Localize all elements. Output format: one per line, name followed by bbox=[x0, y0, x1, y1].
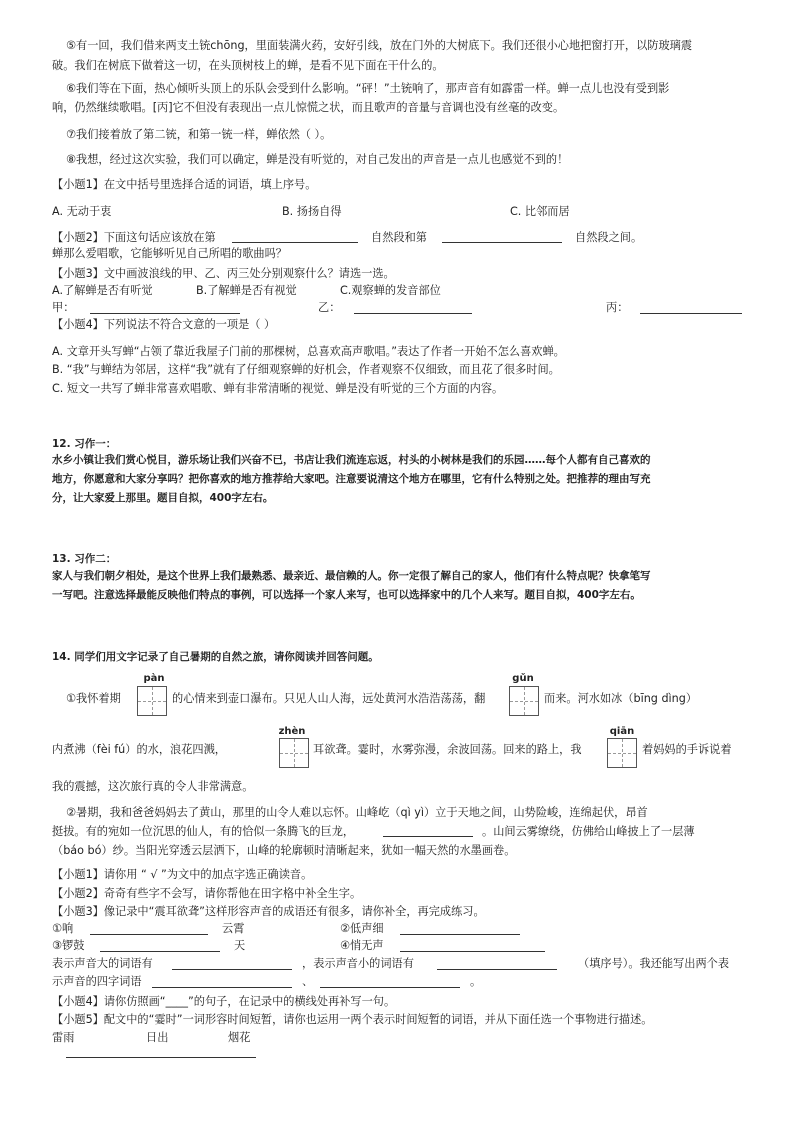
tianzige-box-qian[interactable] bbox=[607, 738, 637, 768]
record-1-line-2c: 着妈妈的手诉说着 bbox=[642, 743, 732, 756]
passage-paragraph-6-cont: 响，仍然继续歌唱。[丙]它不但没有表现出一点儿惊慌之状，而且歌声的音量与音调也没有丝毫的改变。 bbox=[52, 101, 565, 114]
q2-blank-2[interactable] bbox=[442, 242, 562, 243]
loud-words-blank[interactable] bbox=[172, 969, 292, 970]
tianzige-box-gun[interactable] bbox=[509, 686, 539, 716]
four-char-sep: 、 bbox=[302, 975, 314, 988]
q14-sub-2: 【小题2】奇奇有些字不会写，请你帮他在田字格中补全生字。 bbox=[52, 887, 362, 900]
four-char-blank-2[interactable] bbox=[320, 987, 460, 988]
question-2-stem: 【小题2】下面这句话应该放在第 bbox=[52, 231, 216, 244]
pinyin-zhen: zhèn bbox=[278, 726, 306, 737]
q3-label-yi: 乙： bbox=[318, 301, 341, 314]
quiet-words-label: ，表示声音小的词语有 bbox=[302, 957, 414, 970]
passage-paragraph-7: ⑦我们接着放了第二铳，和第一铳一样，蝉依然（ ）。 bbox=[66, 128, 332, 141]
q3-option-c: C.观察蝉的发音部位 bbox=[340, 284, 441, 297]
idiom-3-start: ③锣鼓 bbox=[52, 939, 85, 952]
record-1-line-2a: 内煮沸（fèi fú）的水，浪花四溅， bbox=[52, 743, 226, 756]
record-2-line-1: ②暑期，我和爸爸妈妈去了黄山，那里的山令人难以忘怀。山峰屹（qì yì）立于天地之间，山势险峻，连绵起伏，昂首 bbox=[66, 806, 648, 819]
q1-option-a: A. 无动于衷 bbox=[52, 205, 112, 218]
four-char-label: 示声音的四字词语 bbox=[52, 975, 142, 988]
topic-sunrise: 日出 bbox=[146, 1031, 169, 1044]
q3-option-b: B.了解蝉是否有视觉 bbox=[196, 284, 297, 297]
four-char-end: 。 bbox=[470, 975, 482, 988]
topic-fireworks: 烟花 bbox=[228, 1031, 251, 1044]
record-1-line-2b: 耳欲聋。霎时，水雾弥漫，余波回荡。回来的路上，我 bbox=[313, 743, 582, 756]
q14-sub-3: 【小题3】像记录中“震耳欲聋”这样形容声音的成语还有很多，请你补全，再完成练习。 bbox=[52, 905, 485, 918]
section-13-line-1: 家人与我们朝夕相处，是这个世界上我们最熟悉、最亲近、最信赖的人。你一定很了解自己的家人，他们有什么特点呢？快拿笔写 bbox=[52, 570, 651, 582]
loud-words-tail: （填序号）。我还能写出两个表 bbox=[578, 957, 730, 970]
section-12-line-3: 分，让大家爱上那里。题目自拟，400字左右。 bbox=[52, 492, 274, 504]
q4-option-b: B. “我”与蝉结为邻居，这样“我”就有了仔细观察蝉的好机会，作者观察不仅细致，而且花了很多时间。 bbox=[52, 363, 560, 376]
idiom-4-blank[interactable] bbox=[400, 951, 545, 952]
record-2-line-2a: 挺拔。有的宛如一位沉思的仙人，有的恰似一条腾飞的巨龙， bbox=[52, 825, 355, 838]
section-13-title: 13. 习作二： bbox=[52, 553, 117, 565]
question-3-stem: 【小题3】文中画波浪线的甲、乙、丙三处分别观察什么？请选一选。 bbox=[52, 267, 395, 280]
record-1-line-1b: 的心情来到壶口瀑布。只见人山人海，远处黄河水浩浩荡荡，翻 bbox=[172, 692, 486, 705]
record-1-line-1c: 而来。河水如冰（bīng dìng） bbox=[544, 692, 698, 705]
idiom-4-start: ④悄无声 bbox=[340, 939, 384, 952]
question-4-stem: 【小题4】下列说法不符合文意的一项是（ ） bbox=[52, 318, 276, 331]
q2-mid-text: 自然段和第 bbox=[371, 231, 427, 244]
pinyin-gun: gǔn bbox=[512, 673, 534, 684]
idiom-2-start: ②低声细 bbox=[340, 922, 384, 935]
q14-sub-1: 【小题1】请你用 “ √ ”为文中的加点字选正确读音。 bbox=[52, 868, 313, 881]
record-1-line-1a: ①我怀着期 bbox=[66, 692, 121, 705]
q3-blank-bing[interactable] bbox=[640, 313, 742, 314]
q14-sub-4: 【小题4】请你仿照画“____”的句子，在记录中的横线处再补写一句。 bbox=[52, 995, 396, 1008]
section-13-line-2: 一写吧。注意选择最能反映他们特点的事例，可以选择一个家人来写，也可以选择家中的几个人来写。题目自拟，400字左右。 bbox=[52, 589, 641, 601]
section-12-line-2: 地方，你愿意和大家分享吗？把你喜欢的地方推荐给大家吧。注意要说清这个地方在哪里，它有什么特别之处。把推荐的理由写充 bbox=[52, 473, 651, 485]
idiom-3-blank[interactable] bbox=[100, 951, 220, 952]
passage-paragraph-6: ⑥我们等在下面，热心倾听头顶上的乐队会受到什么影响。“砰！”土铳响了，那声音有如霹雷一样。蝉一点儿也没有受到影 bbox=[66, 82, 670, 95]
idiom-2-blank[interactable] bbox=[400, 934, 520, 935]
q1-option-b: B. 扬扬自得 bbox=[282, 205, 342, 218]
q3-option-a: A.了解蝉是否有听觉 bbox=[52, 284, 153, 297]
q2-post-text: 自然段之间。 bbox=[575, 231, 643, 244]
passage-paragraph-5-cont: 破。我们在树底下做着这一切，在头顶树枝上的蝉，是看不见下面在干什么的。 bbox=[52, 59, 444, 72]
record-1-line-3: 我的震撼，这次旅行真的令人非常满意。 bbox=[52, 780, 254, 793]
record-2-line-2b: 。山间云雾缭绕，仿佛给山峰披上了一层薄 bbox=[482, 825, 695, 838]
q2-blank-1[interactable] bbox=[232, 242, 358, 243]
record-2-imitation-blank[interactable] bbox=[383, 836, 473, 837]
idiom-3-end: 天 bbox=[234, 939, 246, 952]
topic-thunderstorm: 雷雨 bbox=[52, 1031, 75, 1044]
section-12-title: 12. 习作一： bbox=[52, 438, 117, 450]
question-1-stem: 【小题1】在文中括号里选择合适的词语，填上序号。 bbox=[52, 178, 317, 191]
record-2-line-3: （báo bó）纱。当阳光穿透云层洒下，山峰的轮廓顿时清晰起来，犹如一幅天然的水墨画卷。 bbox=[52, 844, 516, 857]
q3-label-bing: 丙： bbox=[606, 301, 629, 314]
section-12-line-1: 水乡小镇让我们赏心悦目，游乐场让我们兴奋不已，书店让我们流连忘返，村头的小树林是我们的乐园……每个人都有自己喜欢的 bbox=[52, 454, 651, 466]
q3-blank-jia[interactable] bbox=[90, 313, 240, 314]
four-char-blank-1[interactable] bbox=[152, 987, 292, 988]
q4-option-c: C. 短文一共写了蝉非常喜欢唱歌、蝉有非常清晰的视觉、蝉是没有听觉的三个方面的内容。 bbox=[52, 382, 504, 395]
q3-label-jia: 甲： bbox=[52, 301, 75, 314]
idiom-1-end: 云霄 bbox=[222, 922, 245, 935]
description-blank[interactable] bbox=[66, 1057, 256, 1058]
tianzige-box-pan[interactable] bbox=[137, 686, 167, 716]
passage-paragraph-8: ⑧我想，经过这次实验，我们可以确定，蝉是没有听觉的，对自己发出的声音是一点儿也感觉不到的！ bbox=[66, 153, 569, 166]
idiom-1-blank[interactable] bbox=[90, 934, 208, 935]
section-14-title: 14. 同学们用文字记录了自己暑期的自然之旅，请你阅读并回答问题。 bbox=[52, 651, 379, 663]
q2-quote: 蝉那么爱唱歌，它能够听见自己所唱的歌曲吗？ bbox=[52, 247, 287, 260]
tianzige-box-zhen[interactable] bbox=[279, 738, 309, 768]
pinyin-pan: pàn bbox=[143, 673, 165, 684]
q3-blank-yi[interactable] bbox=[354, 313, 472, 314]
passage-paragraph-5: ⑤有一回，我们借来两支土铳chōng，里面装满火药，安好引线，放在门外的大树底下。我们还很小心地把窗打开，以防玻璃震 bbox=[66, 39, 693, 52]
loud-words-label: 表示声音大的词语有 bbox=[52, 957, 153, 970]
quiet-words-blank[interactable] bbox=[437, 969, 557, 970]
q4-option-a: A. 文章开头写蝉“占领了靠近我屋子门前的那棵树，总喜欢高声歌唱。”表达了作者一开始不怎么喜欢蝉。 bbox=[52, 345, 565, 358]
q14-sub-5: 【小题5】配文中的“霎时”一词形容时间短暂，请你也运用一两个表示时间短暂的词语，并从下面任选一个事物进行描述。 bbox=[52, 1013, 653, 1026]
q1-option-c: C. 比邻而居 bbox=[510, 205, 570, 218]
idiom-1-start: ①响 bbox=[52, 922, 74, 935]
pinyin-qian: qiān bbox=[609, 726, 635, 737]
